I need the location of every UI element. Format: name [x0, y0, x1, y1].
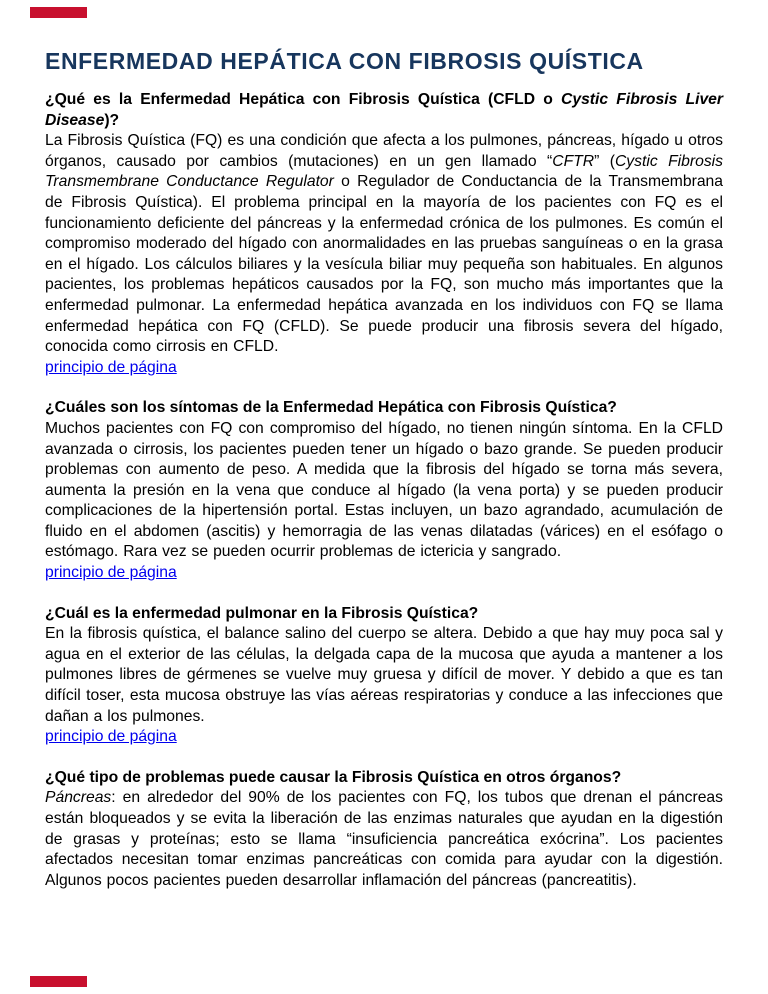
back-to-top-link[interactable]: principio de página: [45, 358, 177, 376]
section-body: En la fibrosis quística, el balance salino del cuerpo se altera. Debido a que hay muy poca sal y agua en el exterior de las células, la delgada capa de la mucosa que ayuda a mantener a los pulmones libres de gérmenes se vuelve muy gruesa y difícil de mover. Y debido a que es tan difícil toser, esta mucosa obstruye las vías aéreas respiratorias y conduce a las infecciones que dañan a los pulmones.: [45, 625, 723, 725]
section-what-is-cfld: [45, 90, 723, 378]
page-title: ENFERMEDAD HEPÁTICA CON FIBROSIS QUÍSTICA: [45, 48, 644, 74]
section-lung-disease: [45, 604, 723, 748]
section-heading: ¿Cuáles son los síntomas de la Enfermedad Hepática con Fibrosis Quística?: [45, 399, 617, 417]
section-symptoms: [45, 398, 723, 583]
section-other-organs: [45, 768, 723, 892]
section-body: Muchos pacientes con FQ con compromiso del hígado, no tienen ningún síntoma. En la CFLD avanzada o cirrosis, los pacientes pueden tener un hígado o bazo grande. Se pueden producir problemas con aumento de peso. A medida que la fibrosis del hígado se torna más severa, aumenta la presión en la vena que conduce al hígado (la vena porta) y se pueden producir complicaciones de la hipertensión portal. Estas incluyen, un bazo agrandado, acumulación de fluido en el abdomen (ascitis) y hemorragia de las venas dilatadas (várices) en el esófago o estómago. Rara vez se pueden ocurrir problemas de ictericia y sangrado.: [45, 419, 723, 561]
section-heading: ¿Cuál es la enfermedad pulmonar en la Fibrosis Quística?: [45, 604, 479, 622]
back-to-top-link[interactable]: principio de página: [45, 728, 177, 746]
section-heading: ¿Qué es la Enfermedad Hepática con Fibrosis Quística (CFLD o Cystic Fibrosis Liver Disease)?: [45, 91, 723, 129]
section-body: La Fibrosis Quística (FQ) es una condición que afecta a los pulmones, páncreas, hígado u otros órganos, causado por cambios (mutaciones) en un gen llamado “CFTR” (Cystic Fibrosis Transmembrane Conductance Regulator o Regulador de Conductancia de la Transmembrana de Fibrosis Quística). El problema principal en la mayoría de los pacientes con FQ es el funcionamiento deficiente del páncreas y la enfermedad crónica de los pulmones. Es común el compromiso moderado del hígado con anormalidades en las pruebas sanguíneas o en la grasa en el hígado. Los cálculos biliares y la vesícula biliar muy pequeña son habituales. En algunos pacientes, los problemas hepáticos causados por la FQ, son mucho más importantes que la enfermedad pulmonar. La enfermedad hepática avanzada en los individuos con FQ se llama enfermedad hepática con FQ (CFLD). Se puede producir una fibrosis severa del hígado, conocida como cirrosis en CFLD.: [45, 132, 724, 356]
section-body: Páncreas: en alrededor del 90% de los pacientes con FQ, los tubos que drenan el páncreas están bloqueados y se evita la liberación de las enzimas naturales que ayudan en la digestión de grasas y proteínas; esto se llama “insuficiencia pancreática exócrina”. Los pacientes afectados necesitan tomar enzimas pancreáticas con comida para ayudar con la digestión. Algunos pocos pacientes pueden desarrollar inflamación del páncreas (pancreatitis).: [45, 789, 723, 889]
section-heading: ¿Qué tipo de problemas puede causar la Fibrosis Quística en otros órganos?: [45, 768, 622, 786]
red-page-marker-bottom: [30, 976, 87, 987]
back-to-top-link[interactable]: principio de página: [45, 564, 177, 582]
